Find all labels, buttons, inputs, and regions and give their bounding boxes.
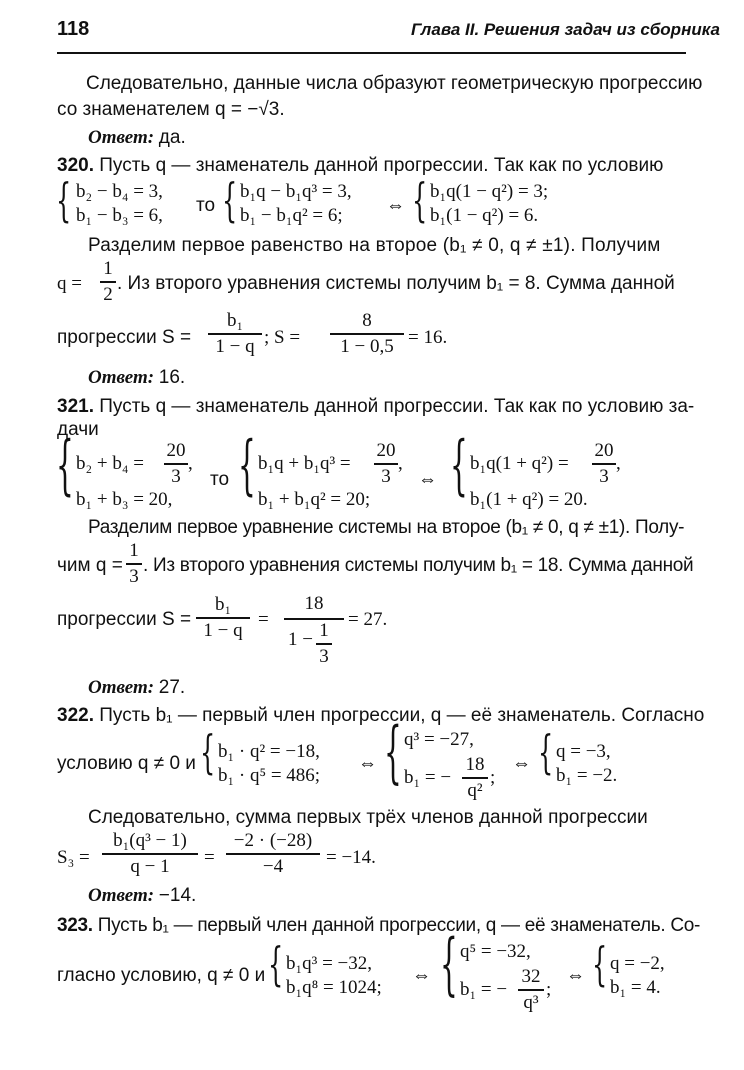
answer-321 [88, 676, 185, 700]
connector-to: то [210, 469, 230, 490]
system-2-line-2: b₁ − b₁q² = 6; [240, 205, 343, 226]
equivalence-arrow: ⇔ [418, 469, 437, 490]
answer-label: Ответ: [88, 367, 155, 388]
system-3-line-1: b₁q(1 + q²) = [470, 453, 569, 474]
system-1-line-2: b₁ · q⁵ = 486; [218, 765, 321, 786]
equals-sign: = [258, 609, 269, 630]
system-2-line-2-left: b₁ = − [460, 979, 508, 1000]
chapter-title: Глава II. Решения задач из сборника [411, 20, 720, 39]
fraction-bar [592, 463, 616, 465]
answer-label: Ответ: [88, 885, 155, 906]
system-3-line-2: b₁ = 4. [610, 977, 661, 998]
denominator: 3 [319, 645, 329, 667]
answer-label: Ответ: [88, 127, 155, 148]
fraction [462, 754, 488, 802]
sum-prefix: прогрессии S = [57, 609, 192, 630]
denominator: −4 [262, 855, 284, 877]
left-brace: { [440, 924, 458, 1004]
system-3-line-1: q = −2, [610, 953, 665, 974]
nested-fraction [316, 620, 332, 668]
fraction [518, 966, 544, 1014]
numerator: 1 [103, 258, 113, 279]
comma: , [398, 453, 403, 474]
numerator: 32 [521, 966, 541, 987]
fraction-2 [226, 830, 320, 878]
denominator: q − 1 [130, 855, 170, 877]
numerator: 18 [304, 593, 324, 614]
denominator: 1 − q [203, 619, 243, 641]
denominator: 3 [381, 465, 391, 487]
system-1-line-1: b₂ + b₄ = [76, 453, 144, 474]
left-brace: { [56, 174, 72, 228]
numerator: b₁ [214, 594, 232, 615]
numerator: −2 · (−28) [233, 830, 313, 851]
fraction-bar [374, 463, 398, 465]
system-1-line-1: b₂ − b₄ = 3, [76, 181, 163, 202]
denominator: 3 [599, 465, 609, 487]
problem-number: 322. [57, 705, 94, 726]
sum-result: = 27. [348, 609, 388, 630]
answer-320 [88, 366, 185, 390]
problem-321-intro-2: дачи [57, 419, 99, 440]
header-rule [57, 52, 686, 54]
system-2-line-1: b₁q − b₁q³ = 3, [240, 181, 352, 202]
problem-322-intro [57, 704, 704, 728]
system-1-line-1: b₁q³ = −32, [286, 953, 373, 974]
fraction-bar [196, 617, 250, 619]
fraction-q [126, 540, 142, 588]
q-after-text: . Из второго уравнения системы получим b₁ = 8. Сумма данной [117, 273, 675, 294]
semicolon: ; [490, 767, 496, 788]
fraction-bar [284, 618, 344, 620]
numerator: 8 [362, 310, 372, 331]
problem-323-intro [57, 914, 700, 938]
left-brace: { [384, 712, 402, 792]
problem-text: Пусть q — знаменатель данной прогрессии. Так как по условию [99, 155, 664, 176]
left-brace: { [200, 726, 216, 780]
problem-number: 323. [57, 915, 93, 936]
equivalence-arrow: ⇔ [512, 753, 531, 774]
system-1-line-1: b₁ · q² = −18, [218, 741, 320, 762]
left-brace: { [412, 174, 428, 228]
s3-label: S₃ = [57, 847, 90, 868]
fraction-bar [330, 333, 404, 335]
system-2-line-1: b₁q + b₁q³ = [258, 453, 351, 474]
fraction-1 [102, 830, 198, 878]
fraction-bar [100, 281, 116, 283]
numerator: 20 [166, 440, 186, 461]
numerator: 1 [319, 620, 329, 641]
fraction-bar [518, 989, 544, 991]
fraction-bar [208, 333, 262, 335]
answer-319 [88, 126, 186, 150]
answer-label: Ответ: [88, 677, 155, 698]
denominator: 1 − 0,5 [340, 335, 394, 357]
system-3-line-2: b₁(1 + q²) = 20. [470, 489, 588, 510]
fraction-q [100, 258, 116, 306]
divide-text: Разделим первое уравнение системы на второе (b₁ ≠ 0, q ≠ ±1). Полу- [88, 517, 685, 538]
denominator-part: 1 − [288, 629, 313, 650]
system-2-line-1: q³ = −27, [404, 729, 474, 750]
condition: условию q ≠ 0 и [57, 753, 196, 774]
fraction-bar [226, 853, 320, 855]
sum-text: Следовательно, сумма первых трёх членов данной прогрессии [88, 807, 648, 828]
fraction-bar [126, 563, 142, 565]
left-brace: { [592, 938, 608, 992]
denominator: 1 − q [215, 335, 255, 357]
denominator: q³ [523, 991, 539, 1013]
system-1-line-2: b₁ + b₃ = 20, [76, 489, 173, 510]
condition: гласно условию, q ≠ 0 и [57, 965, 266, 986]
q-prefix: чим q = [57, 555, 123, 576]
fraction [374, 440, 398, 488]
fraction-sum-2 [330, 310, 404, 358]
result: = −14. [326, 847, 376, 868]
left-brace: { [450, 427, 468, 503]
system-1-line-2: b₁q⁸ = 1024; [286, 977, 382, 998]
left-brace: { [222, 174, 238, 228]
left-brace: { [56, 427, 74, 503]
connector-to: то [196, 195, 216, 216]
intro-line-1: Следовательно, данные числа образуют геометрическую прогрессию [86, 73, 703, 94]
fraction [164, 440, 188, 488]
answer-322 [88, 884, 196, 908]
fraction-bar [164, 463, 188, 465]
problem-320-intro [57, 154, 663, 178]
denominator: 3 [171, 465, 181, 487]
denominator: 3 [129, 565, 139, 587]
divide-text: Разделим первое равенство на второе (b₁ ≠ 0, q ≠ ±1). Получим [88, 235, 661, 256]
left-brace: { [538, 726, 554, 780]
problem-number: 321. [57, 396, 94, 417]
system-3-line-1: b₁q(1 − q²) = 3; [430, 181, 549, 202]
numerator: 20 [376, 440, 396, 461]
numerator: 1 [129, 540, 139, 561]
numerator: b₁ [226, 310, 244, 331]
system-2-line-2: b₁ + b₁q² = 20; [258, 489, 371, 510]
fraction [592, 440, 616, 488]
semicolon: ; [546, 979, 552, 1000]
fraction-sum-1 [196, 594, 250, 642]
fraction-bar [462, 777, 488, 779]
system-2-line-2-left: b₁ = − [404, 767, 452, 788]
denominator: q² [467, 779, 483, 801]
page-number: 118 [57, 18, 90, 40]
left-brace: { [238, 427, 256, 503]
fraction-bar [102, 853, 198, 855]
problem-text: Пусть b₁ — первый член прогрессии, q — её знаменатель. Согласно [99, 705, 705, 726]
intro-line-2: со знаменателем q = −√3. [57, 99, 285, 120]
equivalence-arrow: ⇔ [386, 195, 405, 216]
sum-result: = 16. [408, 327, 448, 348]
sum-prefix: прогрессии S = [57, 327, 192, 348]
q-equals: q = [57, 273, 82, 294]
equivalence-arrow: ⇔ [412, 965, 431, 986]
fraction-bar [316, 643, 332, 645]
system-2-line-1: q⁵ = −32, [460, 941, 531, 962]
equals-sign: = [204, 847, 215, 868]
system-3-line-2: b₁(1 − q²) = 6. [430, 205, 539, 226]
comma: , [616, 453, 621, 474]
problem-text: Пусть q — знаменатель данной прогрессии. Так как по условию за- [99, 396, 695, 417]
answer-value: 16. [158, 367, 186, 388]
comma: , [188, 453, 193, 474]
answer-value: 27. [158, 677, 186, 698]
numerator: 20 [594, 440, 614, 461]
system-1-line-2: b₁ − b₃ = 6, [76, 205, 163, 226]
numerator: b₁(q³ − 1) [113, 830, 187, 851]
q-after-text: . Из второго уравнения системы получим b₁ = 18. Сумма данной [143, 555, 694, 576]
fraction-sum-1 [208, 310, 262, 358]
numerator: 18 [465, 754, 485, 775]
problem-number: 320. [57, 155, 94, 176]
denominator: 2 [103, 283, 113, 305]
answer-value: да. [158, 127, 186, 148]
system-3-line-2: b₁ = −2. [556, 765, 618, 786]
problem-text: Пусть b₁ — первый член данной прогрессии, q — её знаменатель. Со- [97, 915, 701, 936]
equivalence-arrow: ⇔ [566, 965, 585, 986]
left-brace: { [268, 938, 284, 992]
problem-321-intro [57, 395, 694, 419]
answer-value: −14. [158, 885, 197, 906]
sum-separator: ; S = [264, 327, 301, 348]
system-3-line-1: q = −3, [556, 741, 611, 762]
equivalence-arrow: ⇔ [358, 753, 377, 774]
